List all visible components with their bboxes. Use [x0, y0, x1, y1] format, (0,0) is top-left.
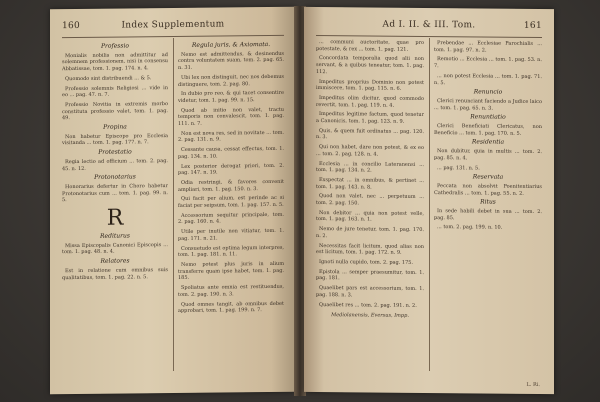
index-entry: Epistola ... semper praesumitur, tom. 1. pag. 181. — [316, 268, 424, 282]
right-running-head — [316, 19, 542, 35]
index-entry: In dubio pro reo, & qui tacet consentire videtur, tom. 1. pag. 99. n. 15. — [178, 90, 284, 104]
index-entry: Non habetur Episcopo pro Ecclesia visitanda ... tom. 1. pag. 177. n. 7. — [62, 132, 168, 147]
index-entry: ... pag. 131. n. 5. — [437, 164, 480, 171]
index-entry: In sede habili debet in sua ... tom. 2. pag. 85. — [434, 208, 542, 221]
left-running-title: Index Supplementum — [121, 19, 225, 31]
section-heading: Ritus — [480, 198, 496, 206]
index-entry: Quod omnes tangit, ab omnibus debet approbari, tom. 1. pag. 199. n. 7. — [178, 300, 284, 315]
index-entry: Clerici Beneficiati Clericatus, non Beneficio ... tom. 1. pag. 170. n. 5. — [434, 123, 542, 137]
index-entry: Quod ab initio non valet, tractu temporis non convalescit, tom. 1. pag. 111. n. 7. — [178, 106, 284, 127]
left-running-head — [62, 19, 284, 35]
index-entry: Concordata temporalia quod alii non servant, & a quibus teneatur, tom. 1. pag. 112. — [316, 55, 424, 75]
index-entry: Missa Episcopalis Canonici Episcopis ... tom. 1. pag. 48. n. 4. — [62, 241, 168, 256]
index-entry: Quomodo sint distribuendi ... & 5. — [65, 75, 152, 82]
right-page-number: 161 — [523, 20, 542, 31]
index-entry: Quaelibet res ... tom. 2. pag. 191. n. 2. — [319, 301, 417, 309]
index-entry: Nemo est admittendus, & desinendus contra voluntatem suam, tom. 2. pag. 65. n. 31. — [178, 50, 284, 72]
section-heading: Residentia — [471, 138, 505, 147]
index-entry: Monialis nobilis non admittitur ad solemnem professionem, nisi in consensu Abbatissae, tom. 1. pag. 174. n. 4. — [62, 51, 168, 73]
section-heading: Regula juris, & Axiomata. — [191, 40, 271, 49]
index-entry: Nemo de jure tenetur, tom. 1. pag. 170. n. 2. — [316, 226, 424, 239]
right-column-2 — [434, 40, 542, 380]
left-column-1 — [62, 40, 168, 380]
left-column-divider — [173, 38, 174, 371]
section-heading: Renuncio — [473, 88, 503, 96]
index-entry: ... communi auctoritate, quae pro potestate, & rex ... tom. 1. pag. 121. — [316, 39, 424, 53]
index-entry: Spoliatus ante omnia est restituendus, tom. 2. pag. 190. n. 3. — [178, 283, 284, 298]
index-entry: Exspectat ... in omnibus, & pertinet ... tom. 1. pag. 143. n. 8. — [316, 176, 424, 191]
index-entry: Non est nova res, sed in novitate ... tom. 2. pag. 131. n. 9. — [178, 129, 284, 144]
index-entry: Quis, & quem fuit ordinatus ... pag. 120. n. 3. — [316, 127, 424, 141]
section-heading: Professio — [101, 42, 129, 50]
section-heading: Reservata — [472, 173, 504, 181]
section-heading: Rediturus — [100, 232, 130, 240]
index-entry: Professio Novitia in extremis morbo constituta professio valet, tom. 1. pag. 49. — [62, 100, 168, 122]
index-entry: Regia lectio ad officium ... tom. 2. pag. 45. n. 12. — [62, 157, 168, 172]
right-page — [304, 7, 554, 394]
index-entry: ... non potest Ecclesia ... tom. 1. pag. 71. n. 5. — [434, 72, 542, 86]
index-entry: Ubi lex non distinguit, nec nos debemus distinguere, tom. 2. pag. 80. — [178, 73, 284, 88]
index-entry: Peccata non absolvit Poenitentiarius Cathedralis ... tom. 1. pag. 55. n. 2. — [434, 183, 542, 197]
left-column-2 — [178, 39, 284, 379]
section-heading: Renuntiatio — [470, 113, 506, 121]
index-entry: Professio solemnis Religiosi ... vide in eo ... pag. 47. n. 7. — [62, 84, 168, 99]
index-entry: Impeditus proprius Dominio non potest immiscere, tom. 1. pag. 115. n. 6. — [316, 78, 424, 92]
index-entry: Quod non valet, nec ... perpetuum ... tom. 2. pag. 150. — [316, 193, 424, 207]
index-entry: Lex posterior derogat priori, tom. 2. pag. 147. n. 19. — [178, 162, 284, 177]
index-entry: Honorarius defertur in Choro habetur Protonotarius cum ... tom. 1. pag. 99. n. 5. — [62, 183, 168, 204]
index-entry: Necessitas facit licitum, quod alias non est licitum, tom. 1. pag. 172. n. 9. — [316, 242, 424, 257]
index-entry: Qui non habet, dare non potest, & ex eo ... tom. 2. pag. 128. n. 4. — [316, 144, 424, 158]
printer-imprint: Mediolanensis, Eversus, Impp. — [331, 312, 409, 320]
index-entry: Impeditus olim dicitur, quod commodo revertit, tom. 1. pag. 119. n. 4. — [316, 94, 424, 109]
left-page-number: 160 — [62, 20, 81, 32]
index-entry: Prebendae ... Ecclesiae Parochialis ... tom. 1. pag. 97. n. 2. — [434, 40, 542, 54]
index-entry: Nemo potest plus juris in alium transferre quam ipse habet, tom. 1. pag. 185. — [178, 260, 284, 282]
index-entry: Accessorium sequitur principale, tom. 2. pag. 160. n. 4. — [178, 211, 284, 226]
index-entry: Clerici renunciant faciendo a Judice laico ... tom. 1. pag. 65. n. 3. — [434, 97, 542, 112]
right-running-title: Ad I. II. & III. Tom. — [382, 19, 476, 31]
index-entry: Qui facit per alium, est perinde ac si faciat per seipsum, tom. 1. pag. 157. n. 5. — [178, 195, 284, 210]
catchword: L. Ri. — [526, 381, 540, 388]
index-entry: Utile per inutile non vitiatur, tom. 1. pag. 171. n. 21. — [178, 228, 284, 242]
index-entry: Cessante causa, cessat effectus, tom. 1. pag. 134. n. 10. — [178, 145, 284, 160]
letter-heading: R — [106, 205, 124, 231]
section-heading: Protestatio — [98, 148, 132, 156]
index-entry: Est in relatione cum omnibus suis qualitatibus, tom. 1. pag. 22. n. 5. — [62, 266, 168, 281]
index-entry: Ecclesia ... in concilio Lateranensi ... tom. 1. pag. 134. n. 2. — [316, 160, 424, 174]
index-entry: ... tom. 2. pag. 199. n. 10. — [437, 224, 503, 232]
right-column-1 — [316, 39, 424, 379]
right-column-divider — [429, 38, 430, 371]
section-heading: Protonotarius — [94, 173, 136, 182]
index-entry: Consuetudo est optima legum interpres, tom. 1. pag. 181. n. 11. — [178, 244, 284, 259]
index-entry: Non debitor ... quia non potest velle, tom. 1. pag. 163. n. 1. — [316, 209, 424, 223]
section-heading: Relatores — [100, 257, 130, 265]
index-entry: Non dubitur, quia in multis ... tom. 2. pag. 85. n. 4. — [434, 148, 542, 162]
index-entry: Ignoti nulla cupido, tom. 2. pag. 175. — [319, 259, 414, 266]
index-entry: Odia restringi, & favores convenit ampliari, tom. 1. pag. 150. n. 3. — [178, 178, 284, 193]
index-entry: Quaelibet pars est accessorium, tom. 1. pag. 188. n. 3. — [316, 285, 424, 299]
index-entry: Impeditus legitime factum, quod tenetur a Canonicis, tom. 1. pag. 123. n. 9. — [316, 111, 424, 125]
section-heading: Propina — [103, 123, 127, 131]
index-entry: Remotio ... Ecclesia ... tom. 1. pag. 53. n. 7. — [434, 56, 542, 70]
left-page — [50, 7, 296, 395]
